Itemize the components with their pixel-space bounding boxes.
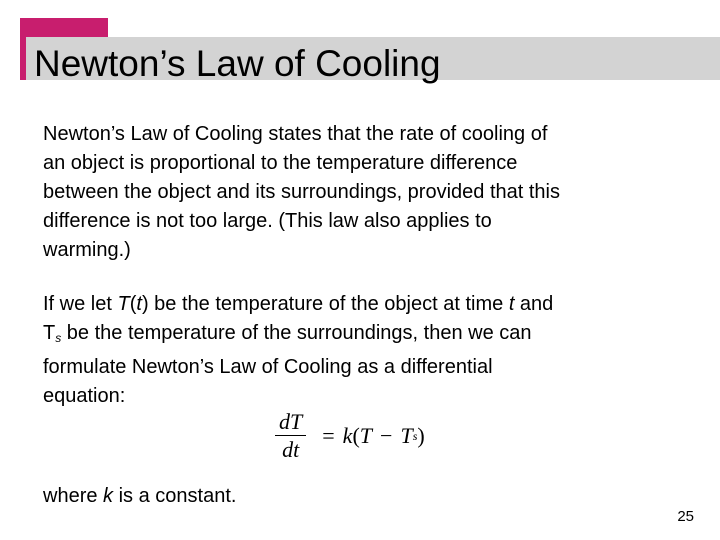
page-number: 25: [677, 508, 694, 525]
paragraph-definition: [43, 120, 683, 265]
paragraph-line: difference is not too large. (This law also applies to: [43, 210, 492, 232]
paragraph-setup: [43, 290, 683, 411]
text-run: is a constant.: [113, 485, 237, 507]
close-paren: ): [417, 423, 425, 448]
text-run: ) be the temperature of the object at time: [141, 293, 509, 315]
variable-Ts-base: T: [400, 423, 413, 448]
text-run: (: [129, 293, 137, 315]
text-run: be the temperature of the surroundings, then we can: [61, 322, 532, 344]
paragraph-line: Newton’s Law of Cooling states that the rate of cooling of: [43, 123, 548, 145]
variable-t: t: [136, 293, 142, 315]
paragraph-line: between the object and its surroundings, provided that this: [43, 181, 560, 203]
text-run: where: [43, 485, 104, 507]
text-run: and: [514, 293, 554, 315]
paragraph-line: [43, 319, 683, 353]
text-run: If we let: [43, 293, 118, 315]
derivative-fraction: [275, 410, 306, 462]
variable-Ts-base: T: [43, 322, 56, 344]
paragraph-line: [43, 290, 683, 319]
minus-sign: −: [380, 423, 393, 448]
paragraph-conclusion: [43, 482, 683, 511]
paragraph-line: [43, 482, 683, 511]
variable-Ts-subscript: s: [55, 331, 62, 345]
paragraph-line: warming.): [43, 239, 131, 261]
variable-t: t: [508, 293, 515, 315]
fraction-numerator: dT: [275, 410, 306, 436]
open-paren: (: [352, 423, 360, 448]
variable-T: T: [359, 423, 373, 448]
equals-sign: =: [322, 423, 335, 448]
constant-k: k: [342, 423, 353, 448]
paragraph-line: equation:: [43, 385, 126, 407]
fraction-denominator: dt: [282, 437, 300, 462]
constant-k: k: [103, 485, 114, 507]
differential-equation: [275, 410, 425, 462]
paragraph-line: an object is proportional to the temperature difference: [43, 152, 518, 174]
slide-title: Newton’s Law of Cooling: [34, 43, 441, 84]
paragraph-line: formulate Newton’s Law of Cooling as a differential: [43, 356, 493, 378]
variable-T: T: [117, 293, 130, 315]
variable-Ts-subscript: s: [412, 428, 418, 443]
